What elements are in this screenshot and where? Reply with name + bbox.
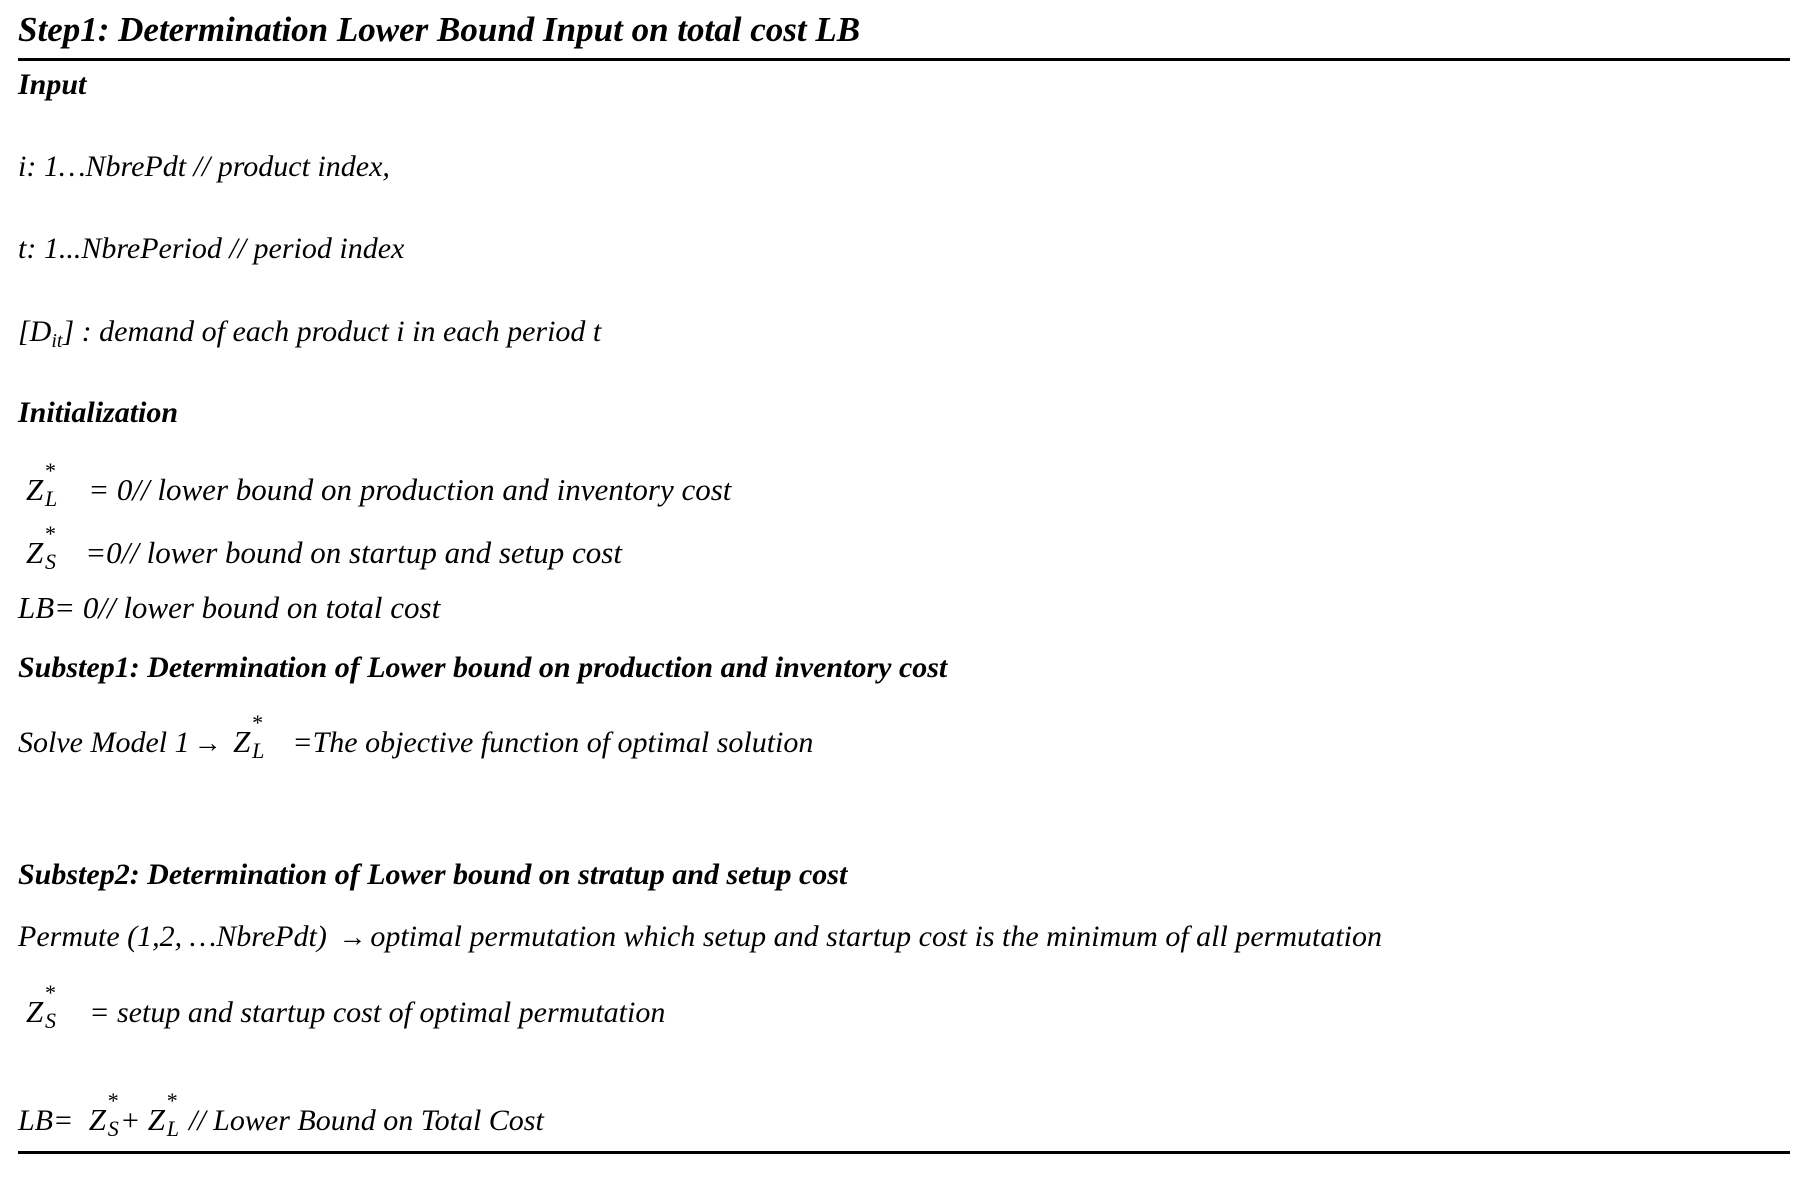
demand-open: [D	[18, 315, 52, 348]
input-line-d	[18, 317, 601, 351]
substep2-permute-line	[18, 922, 1382, 952]
lb-suffix: // Lower Bound on Total Cost	[189, 1104, 544, 1137]
plus-sign: +	[120, 1104, 141, 1137]
solve-prefix: Solve Model 1	[18, 726, 190, 759]
zl-symbol: Z * L	[233, 710, 265, 763]
solve-suffix: =The objective function of optimal solution	[292, 726, 814, 759]
page-title: Step1: Determination Lower Bound Input on total cost LB	[18, 10, 861, 49]
permute-suffix: optimal permutation which setup and startup cost is the minimum of all permutation	[370, 920, 1382, 953]
substep1-solve-line	[18, 710, 814, 763]
substep2-heading: Substep2: Determination of Lower bound on stratup and setup cost	[18, 858, 848, 891]
substep2-zs-text: = setup and startup cost of optimal permutation	[89, 996, 666, 1029]
right-arrow-icon: →	[193, 728, 222, 759]
input-heading: Input	[18, 68, 87, 101]
substep2-zs-line	[26, 980, 666, 1033]
zs-symbol: Z * S	[26, 521, 56, 574]
init-zl-line	[26, 458, 732, 511]
permute-prefix: Permute (1,2, …NbrePdt)	[18, 920, 327, 953]
zl-symbol: Z * L	[147, 1088, 180, 1141]
demand-rest: ] : demand of each product i in each period t	[62, 315, 602, 348]
init-zl-text: = 0// lower bound on production and inventory cost	[88, 472, 732, 507]
substep2-lb-line	[18, 1088, 544, 1141]
init-zs-line	[26, 521, 622, 574]
lb-prefix: LB=	[18, 1104, 74, 1137]
demand-subscript: it	[51, 330, 63, 352]
right-arrow-icon: →	[338, 922, 367, 953]
bottom-divider	[18, 1151, 1790, 1154]
top-divider	[18, 58, 1790, 61]
zs-symbol: Z * S	[26, 980, 56, 1033]
input-line-i: i: 1…NbrePdt // product index,	[18, 150, 390, 183]
zs-symbol: Z * S	[88, 1088, 119, 1141]
init-zs-text: =0// lower bound on startup and setup cost	[85, 535, 622, 570]
init-lb-line: LB= 0// lower bound on total cost	[18, 590, 441, 625]
input-line-t: t: 1...NbrePeriod // period index	[18, 232, 405, 265]
zl-symbol: Z * L	[26, 458, 58, 511]
initialization-heading: Initialization	[18, 396, 179, 429]
substep1-heading: Substep1: Determination of Lower bound on production and inventory cost	[18, 651, 948, 684]
